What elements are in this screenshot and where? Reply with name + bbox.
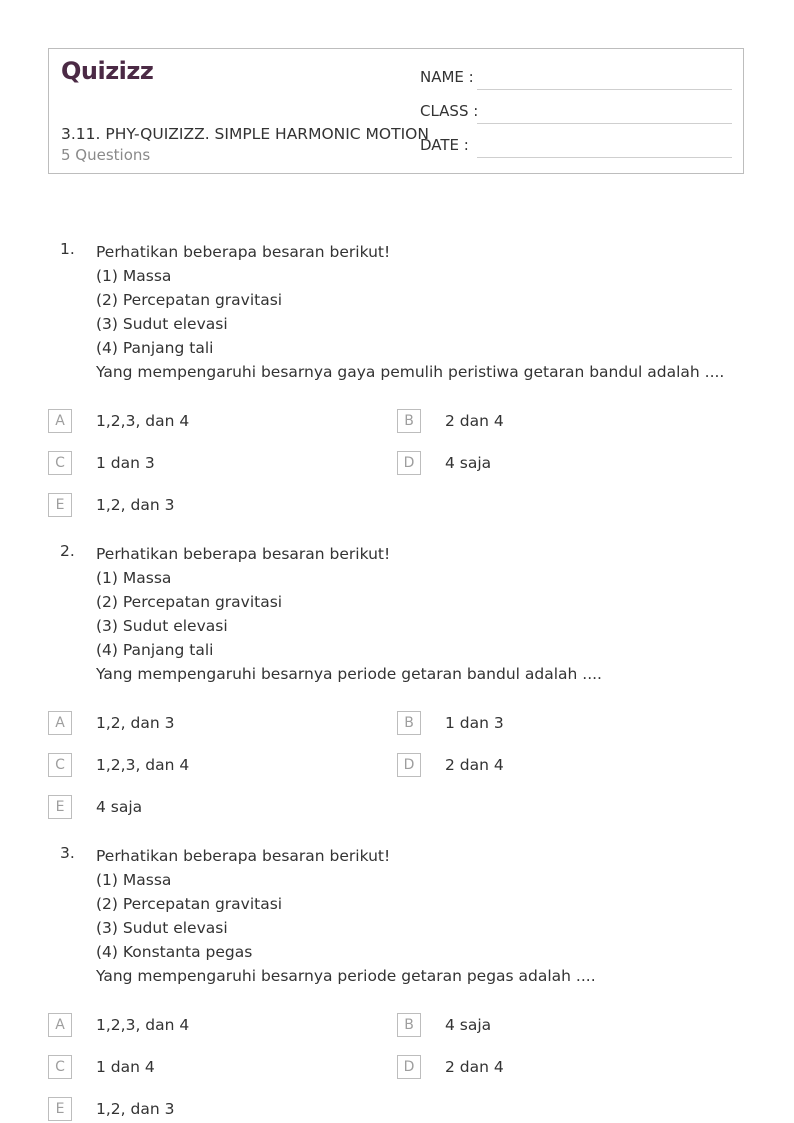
worksheet-title: 3.11. PHY-QUIZIZZ. SIMPLE HARMONIC MOTION [61,125,429,143]
question-line: (4) Konstanta pegas [96,943,253,961]
question-text [96,844,736,988]
option-letter: C [48,451,72,475]
option-text: 4 saja [445,1016,492,1034]
option-text: 4 saja [445,454,492,472]
option-letter: A [48,409,72,433]
option-letter: A [48,711,72,735]
option-text: 1,2,3, dan 4 [96,412,190,430]
option-text: 1 dan 4 [96,1058,155,1076]
question-number: 1. [60,240,75,258]
option-letter: B [397,1013,421,1037]
option-text: 1,2,3, dan 4 [96,756,190,774]
date-input-line[interactable] [477,157,732,158]
question-line: (3) Sudut elevasi [96,617,228,635]
option-text: 1,2,3, dan 4 [96,1016,190,1034]
name-label: NAME : [420,68,474,86]
question-line: (2) Percepatan gravitasi [96,895,283,913]
question-line: Yang mempengaruhi besarnya periode getaran bandul adalah .... [96,665,602,683]
option-letter: B [397,711,421,735]
question-line: (2) Percepatan gravitasi [96,593,283,611]
question-line: (4) Panjang tali [96,339,214,357]
question-text [96,240,736,384]
name-field [420,68,732,92]
option-text: 1,2, dan 3 [96,1100,175,1118]
question-number: 2. [60,542,75,560]
class-label: CLASS : [420,102,479,120]
option-letter: C [48,753,72,777]
question-line: Perhatikan beberapa besaran berikut! [96,545,391,563]
option-text: 2 dan 4 [445,1058,504,1076]
class-field [420,102,732,126]
option-letter: A [48,1013,72,1037]
option-letter: E [48,795,72,819]
worksheet-header [48,48,744,174]
option-letter: E [48,1097,72,1121]
question-line: Perhatikan beberapa besaran berikut! [96,243,391,261]
question-line: (4) Panjang tali [96,641,214,659]
option-letter: D [397,451,421,475]
name-input-line[interactable] [477,89,732,90]
question-count: 5 Questions [61,146,151,164]
question-number: 3. [60,844,75,862]
question-line: (1) Massa [96,871,172,889]
option-letter: D [397,753,421,777]
question-line: (3) Sudut elevasi [96,919,228,937]
question-line: (1) Massa [96,267,172,285]
option-text: 4 saja [96,798,143,816]
option-text: 1,2, dan 3 [96,496,175,514]
option-text: 1 dan 3 [96,454,155,472]
class-input-line[interactable] [477,123,732,124]
option-letter: D [397,1055,421,1079]
question-line: (3) Sudut elevasi [96,315,228,333]
question-line: Yang mempengaruhi besarnya periode getaran pegas adalah .... [96,967,596,985]
question-line: (1) Massa [96,569,172,587]
option-text: 2 dan 4 [445,756,504,774]
quizizz-logo: Quizizz [61,57,154,85]
question-line: (2) Percepatan gravitasi [96,291,283,309]
question-line: Perhatikan beberapa besaran berikut! [96,847,391,865]
option-text: 1,2, dan 3 [96,714,175,732]
option-letter: B [397,409,421,433]
date-field [420,136,732,160]
date-label: DATE : [420,136,469,154]
question-line: Yang mempengaruhi besarnya gaya pemulih peristiwa getaran bandul adalah .... [96,363,725,381]
option-text: 2 dan 4 [445,412,504,430]
option-letter: C [48,1055,72,1079]
question-text [96,542,736,686]
option-text: 1 dan 3 [445,714,504,732]
option-letter: E [48,493,72,517]
